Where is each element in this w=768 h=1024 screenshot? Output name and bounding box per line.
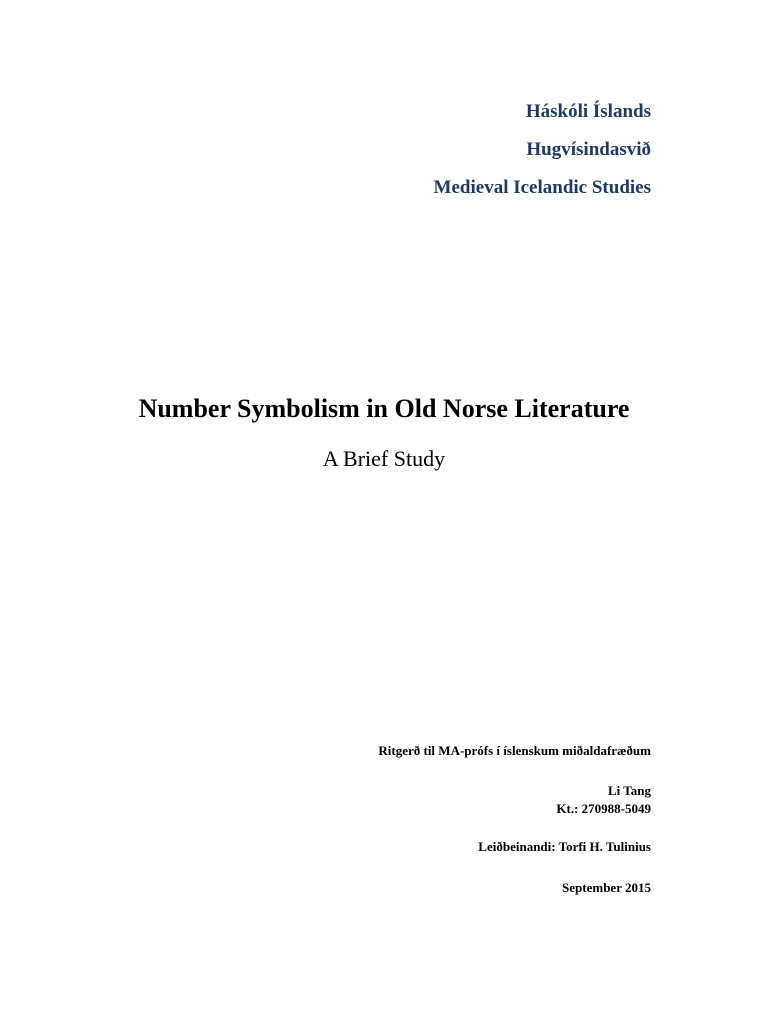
degree-statement: Ritgerð til MA-prófs í íslenskum miðaldafræðum [378,743,651,758]
submission-date: September 2015 [562,880,651,895]
university-name: Háskóli Íslands [525,101,651,122]
thesis-title: Number Symbolism in Old Norse Literature [138,394,630,423]
thesis-subtitle: A Brief Study [322,446,446,471]
author-id-number: Kt.: 270988-5049 [556,801,651,816]
program-name: Medieval Icelandic Studies [433,177,651,198]
title-block [0,392,768,474]
author-name: Li Tang [607,783,651,798]
institution-block [434,93,651,207]
school-name: Hugvísindasvið [526,139,651,160]
supervisor: Leiðbeinandi: Torfi H. Tulinius [478,839,651,854]
